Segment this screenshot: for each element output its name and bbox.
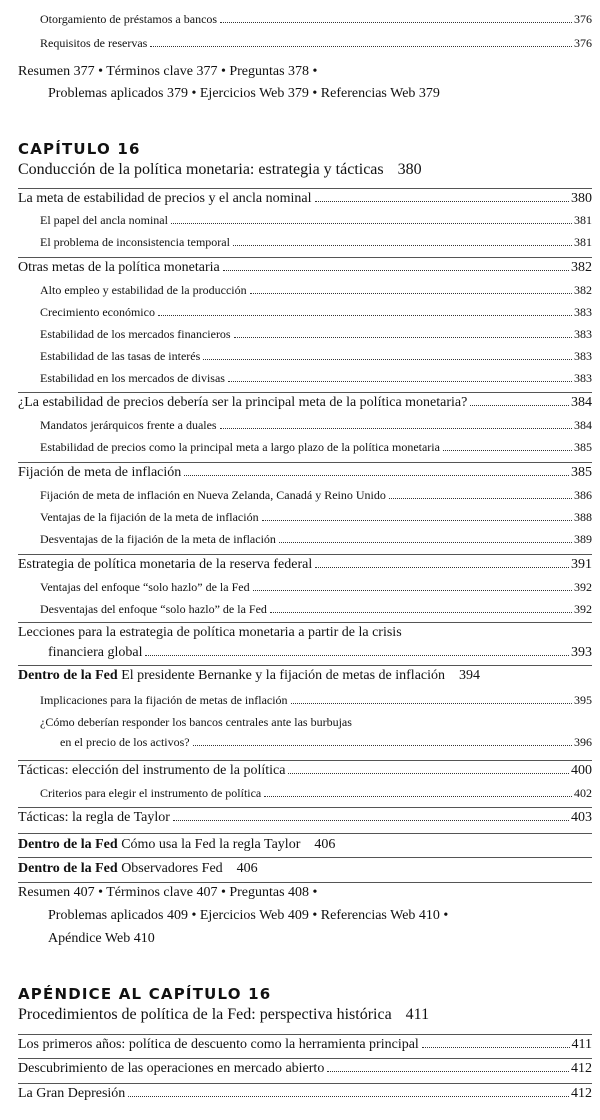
dot-leader bbox=[234, 337, 572, 338]
dot-leader bbox=[470, 405, 569, 406]
dot-leader bbox=[220, 428, 572, 429]
toc-entry bbox=[40, 371, 592, 386]
dot-leader bbox=[253, 590, 572, 591]
inside-the-fed-box bbox=[18, 861, 258, 877]
inside-the-fed-box bbox=[18, 668, 480, 684]
dot-leader bbox=[270, 612, 572, 613]
dot-leader bbox=[193, 745, 572, 746]
toc-section-page: 393 bbox=[571, 645, 592, 660]
toc-section-title: Otras metas de la política monetaria bbox=[18, 260, 220, 275]
toc-entry bbox=[40, 786, 592, 801]
toc-entry-title-line-1: ¿Cómo deberían responder los bancos centrales ante las burbujas bbox=[40, 715, 352, 729]
toc-entry-page: 384 bbox=[574, 418, 592, 432]
chapter-title bbox=[18, 161, 422, 179]
toc-section bbox=[18, 191, 592, 207]
toc-entry-title: Estabilidad de precios como la principal meta a largo plazo de la política monetaria bbox=[40, 440, 440, 454]
toc-entry-title: Estabilidad de los mercados financieros bbox=[40, 327, 231, 341]
section-divider bbox=[18, 462, 592, 463]
toc-entry-title: Otorgamiento de préstamos a bancos bbox=[40, 12, 218, 26]
dot-leader bbox=[315, 201, 570, 202]
toc-section-title-line-2: financiera global bbox=[48, 645, 143, 660]
toc-entry-title: Ventajas de la fijación de la meta de inflación bbox=[40, 510, 259, 524]
toc-section-title: Los primeros años: política de descuento como la herramienta principal bbox=[18, 1037, 419, 1052]
toc-entry bbox=[40, 235, 592, 250]
appendix-label: APÉNDICE AL CAPÍTULO 16 bbox=[18, 985, 272, 1003]
toc-section bbox=[18, 557, 592, 573]
chapter-15-summary-line-1: Resumen 377 • Términos clave 377 • Preguntas 378 • bbox=[18, 64, 318, 79]
inside-the-fed-title: Observadores Fed bbox=[121, 861, 223, 876]
chapter-label: CAPÍTULO 16 bbox=[18, 140, 141, 158]
toc-entry-title: Alto empleo y estabilidad de la producción bbox=[40, 283, 247, 297]
toc-section bbox=[18, 1086, 592, 1102]
toc-entry-title: Crecimiento económico bbox=[40, 305, 155, 319]
toc-entry-title: Ventajas del enfoque “solo hazlo” de la Fed bbox=[40, 580, 250, 594]
dot-leader bbox=[264, 796, 572, 797]
section-divider bbox=[18, 1083, 592, 1084]
dot-leader bbox=[203, 359, 572, 360]
dot-leader bbox=[158, 315, 572, 316]
toc-entry-line-2 bbox=[40, 735, 592, 750]
toc-section-title: Fijación de meta de inflación bbox=[18, 465, 182, 480]
toc-entry bbox=[40, 305, 592, 320]
dot-leader bbox=[291, 703, 572, 704]
toc-entry-page: 388 bbox=[574, 510, 592, 524]
toc-entry-title: Estabilidad de las tasas de interés bbox=[40, 349, 201, 363]
toc-section-line-2 bbox=[18, 645, 592, 661]
dot-leader bbox=[171, 223, 572, 224]
dot-leader bbox=[173, 820, 569, 821]
toc-entry bbox=[40, 36, 592, 51]
toc-entry-title: El papel del ancla nominal bbox=[40, 213, 168, 227]
toc-section-page: 391 bbox=[571, 557, 592, 572]
inside-the-fed-title: Cómo usa la Fed la regla Taylor bbox=[121, 837, 301, 852]
inside-the-fed-label: Dentro de la Fed bbox=[18, 837, 118, 852]
toc-entry bbox=[40, 213, 592, 228]
toc-section-page: 411 bbox=[571, 1037, 592, 1052]
toc-section-page: 403 bbox=[571, 810, 592, 825]
appendix-title-text: Procedimientos de política de la Fed: perspectiva histórica bbox=[18, 1006, 392, 1023]
section-divider bbox=[18, 554, 592, 555]
section-divider bbox=[18, 257, 592, 258]
section-divider bbox=[18, 760, 592, 761]
toc-section-title: ¿La estabilidad de precios debería ser la principal meta de la política monetaria? bbox=[18, 395, 468, 410]
dot-leader bbox=[443, 450, 572, 451]
chapter-16-summary-line-1: Resumen 407 • Términos clave 407 • Preguntas 408 • bbox=[18, 885, 318, 900]
section-divider bbox=[18, 1034, 592, 1035]
toc-entry bbox=[40, 12, 592, 27]
toc-entry-page: 395 bbox=[574, 693, 592, 707]
chapter-title-page: 380 bbox=[397, 161, 422, 178]
toc-section-title: Tácticas: elección del instrumento de la política bbox=[18, 763, 286, 778]
toc-entry-page: 392 bbox=[574, 602, 592, 616]
toc-section bbox=[18, 1037, 592, 1053]
dot-leader bbox=[223, 270, 569, 271]
toc-section-title-line-1: Lecciones para la estrategia de política monetaria a partir de la crisis bbox=[18, 625, 402, 640]
toc-entry-page: 381 bbox=[574, 213, 592, 227]
toc-entry-title: Requisitos de reservas bbox=[40, 36, 148, 50]
toc-entry bbox=[40, 349, 592, 364]
toc-entry-page: 385 bbox=[574, 440, 592, 454]
dot-leader bbox=[327, 1071, 569, 1072]
toc-section-title: La Gran Depresión bbox=[18, 1086, 126, 1101]
toc-entry-page: 386 bbox=[574, 488, 592, 502]
toc-section-page: 385 bbox=[571, 465, 592, 480]
toc-section bbox=[18, 1061, 592, 1077]
toc-entry-title-line-2: en el precio de los activos? bbox=[60, 735, 190, 749]
toc-entry-title: Estabilidad en los mercados de divisas bbox=[40, 371, 225, 385]
dot-leader bbox=[150, 46, 572, 47]
dot-leader bbox=[228, 381, 572, 382]
dot-leader bbox=[145, 655, 569, 656]
inside-the-fed-page: 406 bbox=[236, 861, 258, 876]
toc-section bbox=[18, 465, 592, 481]
toc-entry-page: 383 bbox=[574, 327, 592, 341]
section-divider bbox=[18, 1058, 592, 1059]
dot-leader bbox=[233, 245, 572, 246]
inside-the-fed-box bbox=[18, 837, 335, 853]
section-divider bbox=[18, 188, 592, 189]
toc-entry-page: 382 bbox=[574, 283, 592, 297]
toc-section-page: 412 bbox=[571, 1086, 592, 1101]
dot-leader bbox=[389, 498, 572, 499]
toc-entry bbox=[40, 510, 592, 525]
toc-section bbox=[18, 810, 592, 826]
appendix-title bbox=[18, 1006, 429, 1024]
toc-entry-title: Desventajas de la fijación de la meta de inflación bbox=[40, 532, 276, 546]
toc-entry bbox=[40, 602, 592, 617]
toc-section-page: 384 bbox=[571, 395, 592, 410]
toc-entry-page: 392 bbox=[574, 580, 592, 594]
toc-entry bbox=[40, 327, 592, 342]
toc-section-page: 382 bbox=[571, 260, 592, 275]
toc-entry bbox=[40, 440, 592, 455]
toc-entry bbox=[40, 715, 592, 750]
toc-entry-title: Mandatos jerárquicos frente a duales bbox=[40, 418, 217, 432]
toc-section-page: 380 bbox=[571, 191, 592, 206]
toc-section-title: Tácticas: la regla de Taylor bbox=[18, 810, 170, 825]
dot-leader bbox=[250, 293, 572, 294]
section-divider bbox=[18, 833, 592, 834]
toc-entry bbox=[40, 488, 592, 503]
inside-the-fed-label: Dentro de la Fed bbox=[18, 668, 118, 683]
toc-section bbox=[18, 763, 592, 779]
toc-entry-title: Desventajas del enfoque “solo hazlo” de la Fed bbox=[40, 602, 267, 616]
section-divider bbox=[18, 882, 592, 883]
toc-section-title: Descubrimiento de las operaciones en mercado abierto bbox=[18, 1061, 325, 1076]
section-divider bbox=[18, 807, 592, 808]
dot-leader bbox=[279, 542, 572, 543]
dot-leader bbox=[315, 567, 569, 568]
dot-leader bbox=[128, 1096, 569, 1097]
chapter-16-summary-line-2: Problemas aplicados 409 • Ejercicios Web 409 • Referencias Web 410 • bbox=[48, 908, 449, 923]
inside-the-fed-label: Dentro de la Fed bbox=[18, 861, 118, 876]
toc-entry-title: Criterios para elegir el instrumento de política bbox=[40, 786, 262, 800]
dot-leader bbox=[288, 773, 569, 774]
toc-section bbox=[18, 395, 592, 411]
toc-section-page: 412 bbox=[571, 1061, 592, 1076]
toc-entry-page: 376 bbox=[574, 12, 592, 26]
toc-entry bbox=[40, 418, 592, 433]
toc-entry-title: Fijación de meta de inflación en Nueva Zelanda, Canadá y Reino Unido bbox=[40, 488, 386, 502]
toc-entry bbox=[40, 580, 592, 595]
dot-leader bbox=[220, 22, 572, 23]
section-divider bbox=[18, 857, 592, 858]
toc-entry-page: 383 bbox=[574, 371, 592, 385]
toc-section bbox=[18, 625, 592, 661]
chapter-title-text: Conducción de la política monetaria: estrategia y tácticas bbox=[18, 161, 384, 178]
toc-entry-title: Implicaciones para la fijación de metas de inflación bbox=[40, 693, 288, 707]
chapter-15-summary-line-2: Problemas aplicados 379 • Ejercicios Web 379 • Referencias Web 379 bbox=[48, 86, 440, 101]
toc-entry-page: 402 bbox=[574, 786, 592, 800]
toc-section-title: Estrategia de política monetaria de la reserva federal bbox=[18, 557, 313, 572]
inside-the-fed-title: El presidente Bernanke y la fijación de metas de inflación bbox=[121, 668, 446, 683]
toc-entry-page: 383 bbox=[574, 305, 592, 319]
toc-entry bbox=[40, 532, 592, 547]
toc-entry-page: 396 bbox=[574, 735, 592, 749]
toc-entry-title: El problema de inconsistencia temporal bbox=[40, 235, 230, 249]
toc-entry-page: 383 bbox=[574, 349, 592, 363]
section-divider bbox=[18, 665, 592, 666]
toc-section-title: La meta de estabilidad de precios y el ancla nominal bbox=[18, 191, 312, 206]
toc-entry bbox=[40, 283, 592, 298]
toc-entry bbox=[40, 693, 592, 708]
dot-leader bbox=[262, 520, 572, 521]
section-divider bbox=[18, 392, 592, 393]
toc-entry-page: 389 bbox=[574, 532, 592, 546]
dot-leader bbox=[184, 475, 569, 476]
section-divider bbox=[18, 622, 592, 623]
inside-the-fed-page: 406 bbox=[314, 837, 336, 852]
chapter-16-summary-line-3: Apéndice Web 410 bbox=[48, 931, 155, 946]
inside-the-fed-page: 394 bbox=[459, 668, 481, 683]
toc-entry-page: 381 bbox=[574, 235, 592, 249]
toc-section bbox=[18, 260, 592, 276]
dot-leader bbox=[422, 1047, 570, 1048]
toc-entry-page: 376 bbox=[574, 36, 592, 50]
toc-section-page: 400 bbox=[571, 763, 592, 778]
appendix-title-page: 411 bbox=[405, 1006, 430, 1023]
